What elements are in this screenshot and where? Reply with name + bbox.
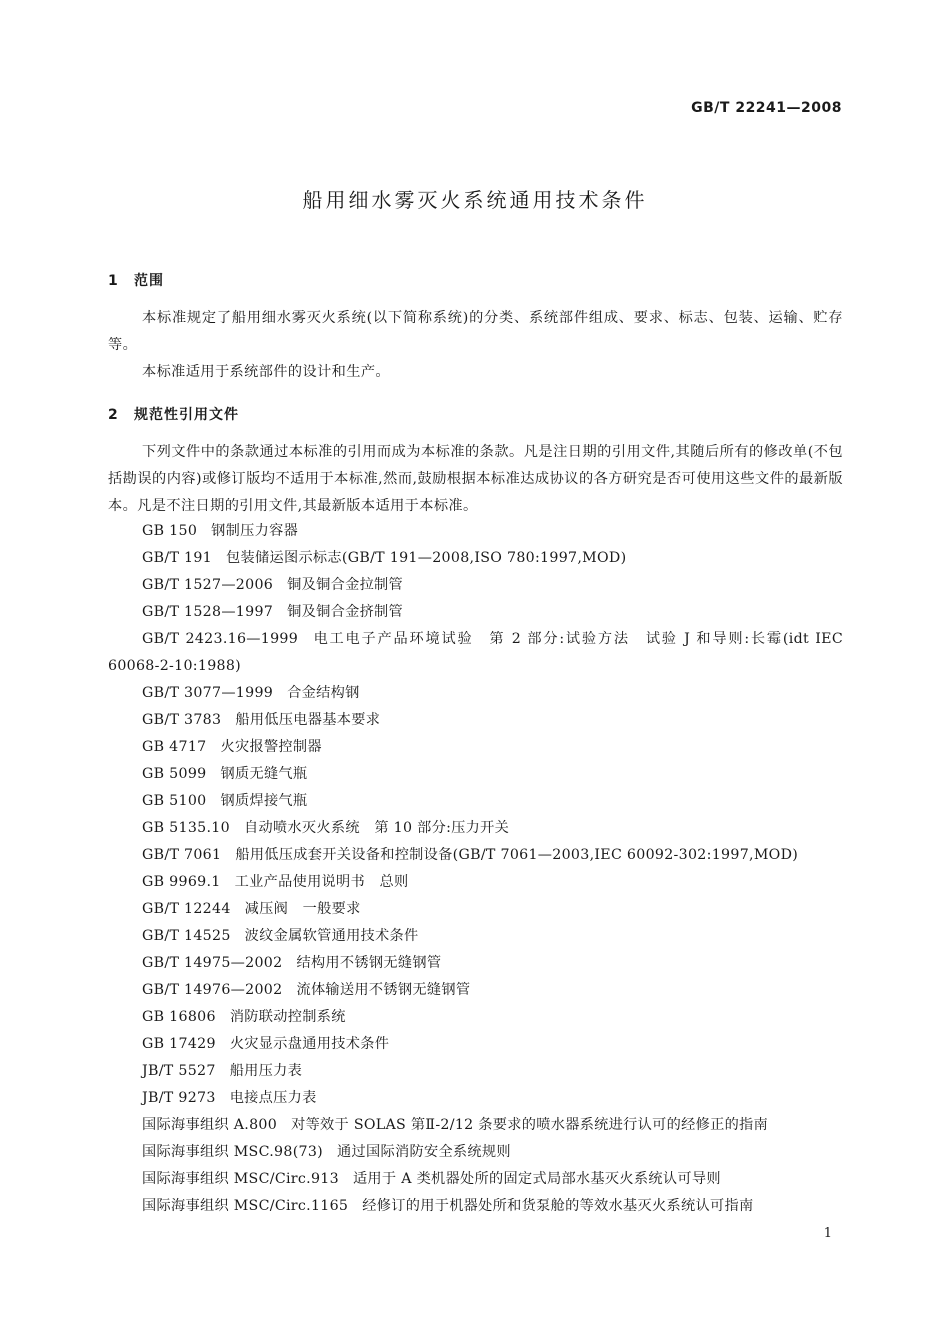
reference-code: 国际海事组织 MSC/Circ.913 xyxy=(142,1171,339,1187)
reference-code: 国际海事组织 A.800 xyxy=(142,1117,278,1133)
reference-code: GB 5099 xyxy=(142,766,207,782)
reference-title: 包装储运图示标志(GB/T 191—2008,ISO 780:1997,MOD) xyxy=(226,550,627,566)
reference-code: GB 5100 xyxy=(142,793,207,809)
reference-item xyxy=(108,788,843,815)
reference-item xyxy=(108,1085,843,1112)
reference-code: JB/T 9273 xyxy=(142,1090,216,1106)
reference-item xyxy=(108,842,843,869)
reference-item xyxy=(108,707,843,734)
reference-title: 铜及铜合金拉制管 xyxy=(287,577,404,593)
reference-title: 消防联动控制系统 xyxy=(229,1009,346,1025)
reference-item xyxy=(108,1112,843,1139)
reference-item xyxy=(108,977,843,1004)
reference-code: GB 4717 xyxy=(142,739,207,755)
reference-item xyxy=(108,599,843,626)
reference-title: 波纹金属软管通用技术条件 xyxy=(244,928,419,944)
reference-code: GB 9969.1 xyxy=(142,874,221,890)
reference-item xyxy=(108,545,843,572)
reference-item xyxy=(108,680,843,707)
reference-code: GB/T 1527—2006 xyxy=(142,577,274,593)
reference-title: 通过国际消防安全系统规则 xyxy=(337,1144,511,1160)
reference-code: GB/T 14525 xyxy=(142,928,231,944)
reference-code: GB/T 12244 xyxy=(142,901,231,917)
reference-title: 对等效于 SOLAS 第Ⅱ-2/12 条要求的喷水器系统进行认可的经修正的指南 xyxy=(291,1117,769,1133)
reference-title: 自动喷水灭火系统 第 10 部分:压力开关 xyxy=(243,820,510,836)
reference-code: GB/T 7061 xyxy=(142,847,222,863)
reference-title: 适用于 A 类机器处所的固定式局部水基灭火系统认可导则 xyxy=(352,1171,721,1187)
reference-title: 电接点压力表 xyxy=(229,1090,317,1106)
section-1-number: 1 xyxy=(108,273,119,289)
reference-list xyxy=(108,518,843,1220)
section-2-heading xyxy=(108,404,239,424)
reference-item xyxy=(108,896,843,923)
section-2-number: 2 xyxy=(108,407,119,423)
reference-title: 船用低压成套开关设备和控制设备(GB/T 7061—2003,IEC 60092-302:1997,MOD) xyxy=(235,847,799,863)
reference-title: 减压阀 一般要求 xyxy=(244,901,361,917)
reference-code: GB/T 3783 xyxy=(142,712,222,728)
reference-code: GB/T 14975—2002 xyxy=(142,955,283,971)
standard-code: GB/T 22241—2008 xyxy=(691,100,842,116)
reference-title: 钢质焊接气瓶 xyxy=(220,793,308,809)
reference-title: 工业产品使用说明书 总则 xyxy=(234,874,409,890)
reference-item xyxy=(108,1166,843,1193)
reference-title: 火灾报警控制器 xyxy=(220,739,322,755)
reference-code: GB/T 2423.16—1999 xyxy=(142,631,299,647)
reference-title: 铜及铜合金挤制管 xyxy=(287,604,404,620)
reference-item xyxy=(108,518,843,545)
reference-code: GB/T 191 xyxy=(142,550,212,566)
reference-item xyxy=(108,815,843,842)
reference-code: GB/T 14976—2002 xyxy=(142,982,283,998)
reference-item xyxy=(108,950,843,977)
reference-item xyxy=(108,869,843,896)
page-number: 1 xyxy=(823,1226,832,1241)
reference-item xyxy=(108,734,843,761)
reference-code: GB/T 1528—1997 xyxy=(142,604,274,620)
reference-item xyxy=(108,1058,843,1085)
section-1-heading xyxy=(108,270,164,290)
section-1-paragraph-1: 本标准规定了船用细水雾灭火系统(以下简称系统)的分类、系统部件组成、要求、标志、包装、运输、贮存等。 xyxy=(108,310,843,353)
reference-code: GB/T 3077—1999 xyxy=(142,685,274,701)
reference-code: 国际海事组织 MSC/Circ.1165 xyxy=(142,1198,349,1214)
reference-code: 国际海事组织 MSC.98(73) xyxy=(142,1144,324,1160)
reference-code: GB 5135.10 xyxy=(142,820,230,836)
reference-title: 经修订的用于机器处所和货泵舱的等效水基灭火系统认可指南 xyxy=(362,1198,754,1214)
reference-title: 钢质无缝气瓶 xyxy=(220,766,308,782)
reference-code: GB 17429 xyxy=(142,1036,216,1052)
reference-title: 电工电子产品环境试验 第 2 部分:试验方法 试验 J 和导则:长霉(idt IEC 60068-2-10:1988) xyxy=(108,631,843,674)
reference-code: JB/T 5527 xyxy=(142,1063,216,1079)
section-2-title: 规范性引用文件 xyxy=(134,407,239,423)
section-1-title: 范围 xyxy=(134,273,164,289)
reference-title: 合金结构钢 xyxy=(287,685,360,701)
section-2-intro: 下列文件中的条款通过本标准的引用而成为本标准的条款。凡是注日期的引用文件,其随后所有的修改单(不包括勘误的内容)或修订版均不适用于本标准,然而,鼓励根据本标准达成协议的各方研究是否可使用这些文件的最新版本。凡是不注日期的引用文件,其最新版本适用于本标准。 xyxy=(108,444,843,514)
reference-item xyxy=(108,572,843,599)
reference-title: 钢制压力容器 xyxy=(211,523,299,539)
reference-item xyxy=(108,1004,843,1031)
reference-item xyxy=(108,626,843,680)
reference-title: 船用低压电器基本要求 xyxy=(235,712,381,728)
reference-code: GB 16806 xyxy=(142,1009,216,1025)
reference-item xyxy=(108,1031,843,1058)
reference-item xyxy=(108,923,843,950)
reference-title: 结构用不锈钢无缝钢管 xyxy=(296,955,442,971)
section-1-paragraph-2: 本标准适用于系统部件的设计和生产。 xyxy=(142,364,390,380)
reference-title: 流体输送用不锈钢无缝钢管 xyxy=(296,982,471,998)
reference-item xyxy=(108,1193,843,1220)
reference-code: GB 150 xyxy=(142,523,198,539)
reference-title: 船用压力表 xyxy=(229,1063,303,1079)
document-title: 船用细水雾灭火系统通用技术条件 xyxy=(302,188,648,212)
reference-item xyxy=(108,1139,843,1166)
reference-item xyxy=(108,761,843,788)
reference-title: 火灾显示盘通用技术条件 xyxy=(229,1036,390,1052)
